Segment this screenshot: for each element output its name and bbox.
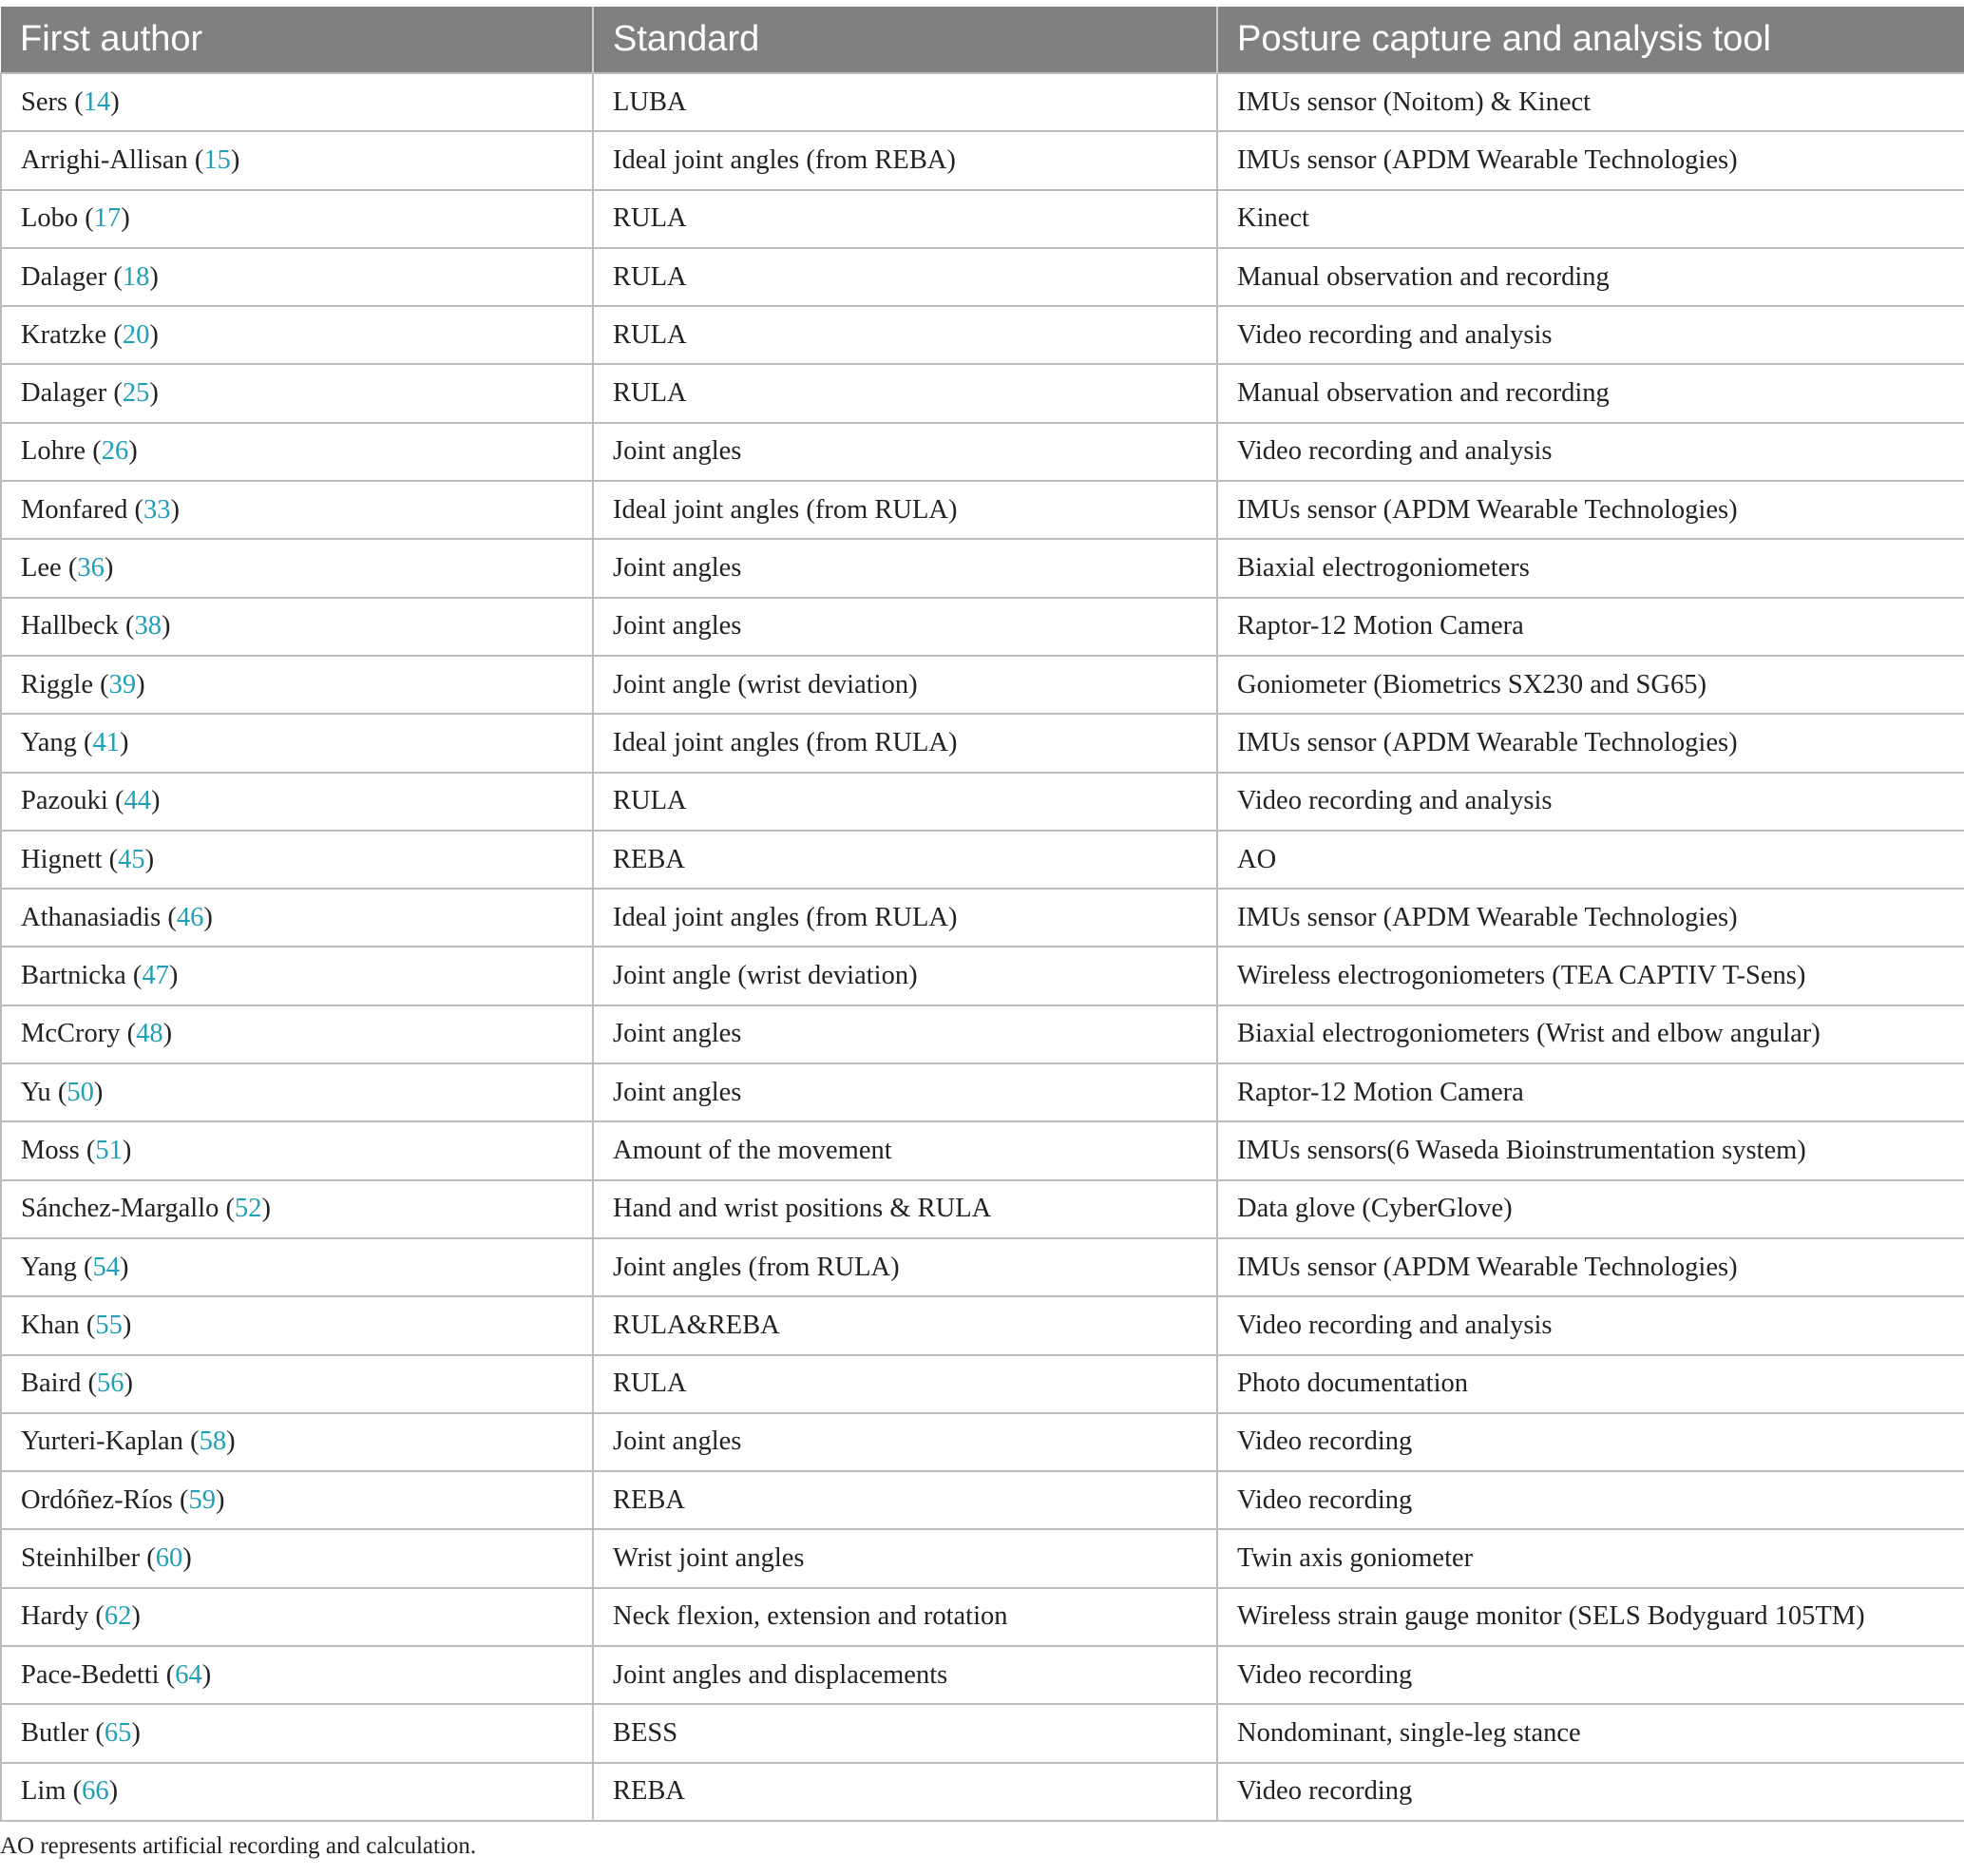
citation-link[interactable]: 26: [101, 436, 129, 467]
table-row: [1, 1529, 1964, 1587]
cell-first-author: Hallbeck (38): [1, 598, 593, 656]
cell-first-author: Moss (51): [1, 1121, 593, 1179]
table-row: [1, 1180, 1964, 1238]
cell-first-author: Hignett (45): [1, 831, 593, 889]
cell-tool: IMUs sensor (APDM Wearable Technologies): [1217, 714, 1964, 772]
cell-tool: IMUs sensor (APDM Wearable Technologies): [1217, 889, 1964, 947]
cell-standard: RULA: [593, 1355, 1217, 1413]
cell-first-author: Butler (65): [1, 1704, 593, 1762]
cell-first-author: Lim (66): [1, 1763, 593, 1821]
cell-tool: IMUs sensor (APDM Wearable Technologies): [1217, 131, 1964, 189]
cell-first-author: Lohre (26): [1, 423, 593, 481]
cell-first-author: Kratzke (20): [1, 306, 593, 364]
table-row: [1, 1063, 1964, 1121]
cell-first-author: Khan (55): [1, 1296, 593, 1354]
author-name: Lohre: [21, 436, 86, 467]
citation-link[interactable]: 38: [134, 611, 162, 641]
cell-standard: Joint angles: [593, 1063, 1217, 1121]
cell-first-author: McCrory (48): [1, 1005, 593, 1063]
cell-tool: Video recording: [1217, 1413, 1964, 1471]
cell-standard: RULA: [593, 190, 1217, 248]
table-header: [1, 7, 1964, 73]
cell-tool: IMUs sensor (Noitom) & Kinect: [1217, 73, 1964, 131]
citation-link[interactable]: 18: [122, 261, 150, 292]
author-name: Yang: [21, 727, 77, 757]
table-row: [1, 1355, 1964, 1413]
cell-tool: Raptor-12 Motion Camera: [1217, 598, 1964, 656]
table-body: [1, 73, 1964, 1821]
cell-first-author: Arrighi-Allisan (15): [1, 131, 593, 189]
author-name: Moss: [21, 1135, 80, 1165]
author-name: Riggle: [21, 669, 93, 699]
cell-tool: AO: [1217, 831, 1964, 889]
table-row: [1, 947, 1964, 1005]
cell-tool: Video recording and analysis: [1217, 306, 1964, 364]
table-row: [1, 831, 1964, 889]
cell-tool: Twin axis goniometer: [1217, 1529, 1964, 1587]
author-name: Kratzke: [21, 319, 107, 350]
cell-tool: Wireless electrogoniometers (TEA CAPTIV T-Sens): [1217, 947, 1964, 1005]
cell-tool: IMUs sensor (APDM Wearable Technologies): [1217, 1238, 1964, 1296]
citation-link[interactable]: 14: [83, 86, 111, 117]
cell-first-author: Lee (36): [1, 539, 593, 597]
header-first-author: First author: [1, 7, 593, 73]
citation-link[interactable]: 46: [176, 902, 204, 932]
cell-standard: REBA: [593, 1471, 1217, 1529]
cell-tool: Data glove (CyberGlove): [1217, 1180, 1964, 1238]
table-row: [1, 889, 1964, 947]
author-name: Khan: [21, 1310, 80, 1340]
citation-link[interactable]: 15: [203, 144, 231, 175]
table-row: [1, 306, 1964, 364]
cell-standard: RULA: [593, 306, 1217, 364]
citation-link[interactable]: 39: [108, 669, 137, 699]
header-standard: Standard: [593, 7, 1217, 73]
cell-standard: Ideal joint angles (from RULA): [593, 481, 1217, 539]
table-row: [1, 1704, 1964, 1762]
cell-standard: Joint angles: [593, 539, 1217, 597]
citation-link[interactable]: 55: [95, 1310, 123, 1340]
citation-link[interactable]: 60: [155, 1543, 183, 1574]
cell-first-author: Riggle (39): [1, 656, 593, 714]
author-name: Monfared: [21, 494, 128, 525]
author-name: Bartnicka: [21, 961, 126, 991]
table-row: [1, 423, 1964, 481]
cell-first-author: Dalager (18): [1, 248, 593, 306]
table-footnote: AO represents artificial recording and calculation.: [0, 1833, 477, 1859]
cell-tool: Photo documentation: [1217, 1355, 1964, 1413]
author-name: Yang: [21, 1252, 77, 1282]
table-row: [1, 1763, 1964, 1821]
cell-tool: Video recording and analysis: [1217, 773, 1964, 831]
citation-link[interactable]: 66: [82, 1776, 109, 1807]
cell-standard: Ideal joint angles (from REBA): [593, 131, 1217, 189]
citation-link[interactable]: 48: [136, 1019, 163, 1049]
cell-standard: RULA: [593, 248, 1217, 306]
author-name: Steinhilber: [21, 1543, 141, 1574]
cell-standard: RULA: [593, 364, 1217, 422]
cell-standard: Hand and wrist positions & RULA: [593, 1180, 1217, 1238]
cell-tool: Video recording: [1217, 1471, 1964, 1529]
author-name: Dalager: [21, 261, 107, 292]
cell-standard: RULA&REBA: [593, 1296, 1217, 1354]
cell-tool: Biaxial electrogoniometers (Wrist and elbow angular): [1217, 1005, 1964, 1063]
cell-first-author: Sánchez-Margallo (52): [1, 1180, 593, 1238]
author-name: Arrighi-Allisan: [21, 144, 188, 175]
cell-first-author: Pace-Bedetti (64): [1, 1646, 593, 1704]
cell-tool: Biaxial electrogoniometers: [1217, 539, 1964, 597]
cell-tool: IMUs sensor (APDM Wearable Technologies): [1217, 481, 1964, 539]
table-row: [1, 773, 1964, 831]
posture-tools-table-container: [0, 7, 1964, 1822]
cell-standard: Joint angles: [593, 423, 1217, 481]
author-name: Hardy: [21, 1601, 89, 1632]
author-name: Lee: [21, 553, 62, 584]
cell-tool: Video recording and analysis: [1217, 1296, 1964, 1354]
citation-link[interactable]: 41: [92, 727, 121, 757]
posture-tools-table: [0, 7, 1964, 1822]
author-name: Hallbeck: [21, 611, 119, 641]
author-name: Ordóñez-Ríos: [21, 1484, 173, 1515]
cell-tool: Video recording and analysis: [1217, 423, 1964, 481]
citation-link[interactable]: 36: [77, 553, 105, 584]
cell-standard: LUBA: [593, 73, 1217, 131]
cell-tool: Video recording: [1217, 1763, 1964, 1821]
cell-standard: Wrist joint angles: [593, 1529, 1217, 1587]
table-row: [1, 131, 1964, 189]
cell-standard: REBA: [593, 831, 1217, 889]
cell-tool: Manual observation and recording: [1217, 364, 1964, 422]
cell-first-author: Ordóñez-Ríos (59): [1, 1471, 593, 1529]
cell-standard: BESS: [593, 1704, 1217, 1762]
citation-link[interactable]: 45: [118, 844, 145, 874]
cell-standard: Joint angles: [593, 1413, 1217, 1471]
cell-tool: Goniometer (Biometrics SX230 and SG65): [1217, 656, 1964, 714]
citation-link[interactable]: 59: [188, 1484, 217, 1515]
table-row: [1, 190, 1964, 248]
table-row: [1, 1413, 1964, 1471]
cell-first-author: Baird (56): [1, 1355, 593, 1413]
cell-first-author: Yang (41): [1, 714, 593, 772]
cell-first-author: Lobo (17): [1, 190, 593, 248]
table-row: [1, 539, 1964, 597]
cell-first-author: Bartnicka (47): [1, 947, 593, 1005]
cell-first-author: Yang (54): [1, 1238, 593, 1296]
table-header-row: [1, 7, 1964, 73]
cell-first-author: Steinhilber (60): [1, 1529, 593, 1587]
cell-standard: Amount of the movement: [593, 1121, 1217, 1179]
citation-link[interactable]: 56: [96, 1369, 124, 1399]
author-name: Pace-Bedetti: [21, 1659, 160, 1690]
table-row: [1, 248, 1964, 306]
author-name: Butler: [21, 1717, 89, 1748]
cell-first-author: Yu (50): [1, 1063, 593, 1121]
author-name: Lim: [21, 1776, 67, 1807]
citation-link[interactable]: 58: [199, 1426, 227, 1457]
author-name: McCrory: [21, 1019, 121, 1049]
author-name: Yu: [21, 1077, 51, 1107]
cell-first-author: Monfared (33): [1, 481, 593, 539]
author-name: Pazouki: [21, 786, 108, 816]
citation-link[interactable]: 54: [92, 1252, 121, 1282]
table-row: [1, 1296, 1964, 1354]
cell-standard: REBA: [593, 1763, 1217, 1821]
table-row: [1, 1121, 1964, 1179]
table-row: [1, 1646, 1964, 1704]
citation-link[interactable]: 33: [143, 494, 171, 525]
citation-link[interactable]: 17: [93, 203, 122, 234]
cell-tool: Manual observation and recording: [1217, 248, 1964, 306]
cell-tool: IMUs sensors(6 Waseda Bioinstrumentation system): [1217, 1121, 1964, 1179]
author-name: Athanasiadis: [21, 902, 162, 932]
cell-tool: Nondominant, single-leg stance: [1217, 1704, 1964, 1762]
author-name: Lobo: [21, 203, 79, 234]
author-name: Sers: [21, 86, 68, 117]
cell-standard: Joint angles (from RULA): [593, 1238, 1217, 1296]
table-row: [1, 598, 1964, 656]
table-row: [1, 73, 1964, 131]
citation-link[interactable]: 20: [122, 319, 150, 350]
cell-standard: RULA: [593, 773, 1217, 831]
cell-standard: Joint angles and displacements: [593, 1646, 1217, 1704]
cell-standard: Ideal joint angles (from RULA): [593, 714, 1217, 772]
cell-standard: Joint angle (wrist deviation): [593, 656, 1217, 714]
citation-link[interactable]: 65: [104, 1717, 132, 1748]
cell-standard: Joint angles: [593, 598, 1217, 656]
cell-standard: Neck flexion, extension and rotation: [593, 1588, 1217, 1646]
cell-first-author: Athanasiadis (46): [1, 889, 593, 947]
header-tool: Posture capture and analysis tool: [1217, 7, 1964, 73]
cell-first-author: Dalager (25): [1, 364, 593, 422]
citation-link[interactable]: 64: [175, 1659, 202, 1690]
table-row: [1, 1005, 1964, 1063]
cell-first-author: Hardy (62): [1, 1588, 593, 1646]
cell-first-author: Sers (14): [1, 73, 593, 131]
citation-link[interactable]: 44: [124, 786, 151, 816]
cell-tool: Video recording: [1217, 1646, 1964, 1704]
author-name: Dalager: [21, 378, 107, 409]
table-row: [1, 481, 1964, 539]
citation-link[interactable]: 47: [142, 961, 169, 991]
citation-link[interactable]: 50: [67, 1077, 94, 1107]
citation-link[interactable]: 25: [122, 378, 150, 409]
author-name: Sánchez-Margallo: [21, 1194, 219, 1224]
table-row: [1, 1471, 1964, 1529]
table-row: [1, 1588, 1964, 1646]
cell-tool: Raptor-12 Motion Camera: [1217, 1063, 1964, 1121]
cell-standard: Ideal joint angles (from RULA): [593, 889, 1217, 947]
cell-standard: Joint angle (wrist deviation): [593, 947, 1217, 1005]
table-row: [1, 656, 1964, 714]
citation-link[interactable]: 52: [235, 1194, 262, 1224]
cell-first-author: Pazouki (44): [1, 773, 593, 831]
cell-first-author: Yurteri-Kaplan (58): [1, 1413, 593, 1471]
author-name: Yurteri-Kaplan: [21, 1426, 183, 1457]
table-row: [1, 364, 1964, 422]
citation-link[interactable]: 51: [95, 1135, 123, 1165]
cell-tool: Kinect: [1217, 190, 1964, 248]
citation-link[interactable]: 62: [104, 1601, 132, 1632]
author-name: Hignett: [21, 844, 103, 874]
cell-standard: Joint angles: [593, 1005, 1217, 1063]
table-row: [1, 714, 1964, 772]
table-row: [1, 1238, 1964, 1296]
author-name: Baird: [21, 1369, 82, 1399]
cell-tool: Wireless strain gauge monitor (SELS Bodyguard 105TM): [1217, 1588, 1964, 1646]
